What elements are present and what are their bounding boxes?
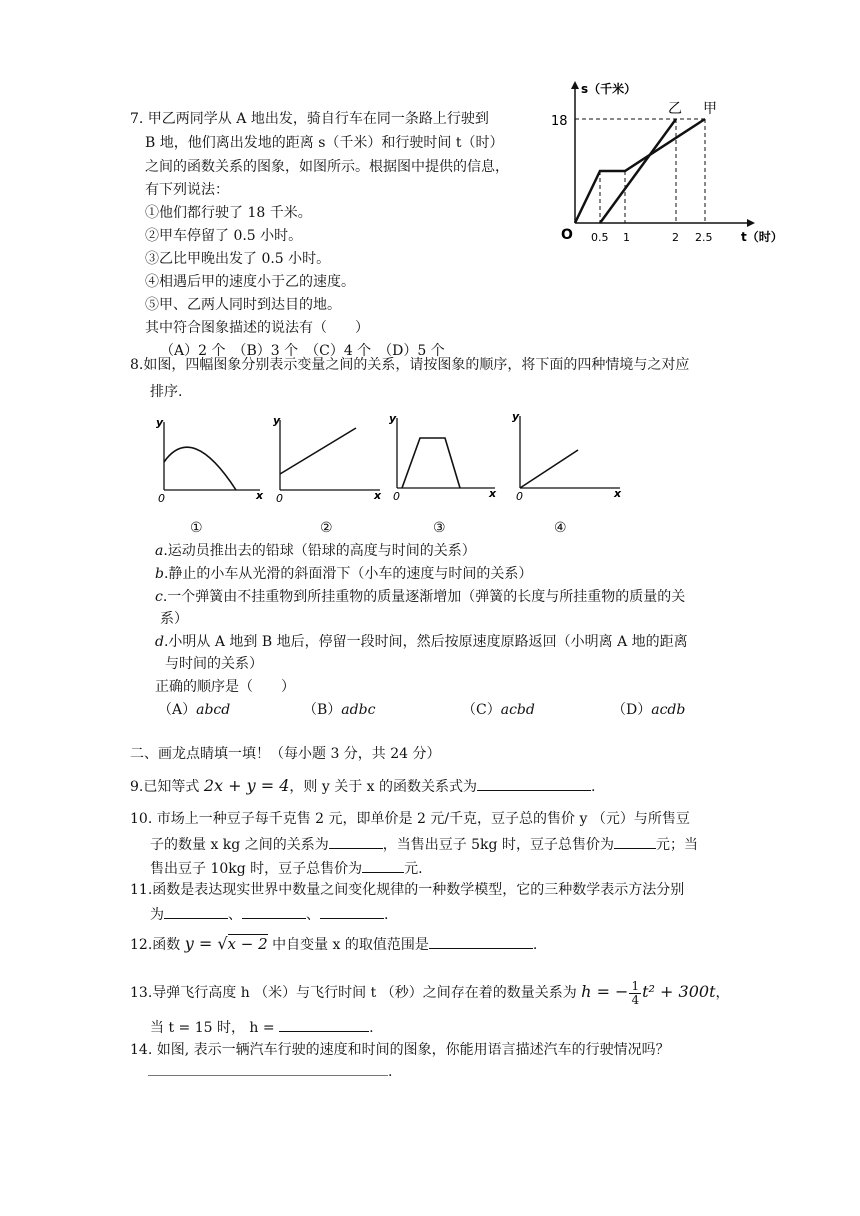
axis-y: y [156, 416, 164, 429]
q7-statement-1: ①他们都行驶了 18 千米。 [145, 205, 312, 221]
origin: 0 [393, 490, 400, 503]
q7-line-4: 有下列说法： [145, 182, 229, 198]
q14-answer-blank[interactable] [148, 1061, 388, 1076]
q7-line-2: B 地，他们离出发地的距离 s（千米）和行驶时间 t（时） [145, 135, 504, 151]
curve-parabola [164, 447, 236, 490]
q8-graph-2 [270, 412, 395, 507]
series-jia-label: 甲 [703, 101, 717, 117]
graph-number-3: ③ [433, 520, 446, 536]
x-tick-1: 1 [623, 231, 630, 244]
q8-option-a: （A）abcd [158, 702, 231, 718]
q13-line-1: 13.导弹飞行高度 h （米）与飞行时间 t （秒）之间存在着的数量关系为 h = − $\frac{1}{4}$ t² + 300t， [130, 978, 730, 1007]
origin: 0 [276, 492, 283, 505]
q8-graph-4 [508, 408, 633, 503]
graph-number-1: ① [190, 520, 203, 536]
x-tick-2: 2 [672, 231, 679, 244]
q8-line-2: 排序. [150, 384, 183, 400]
q10-blank-3[interactable] [362, 858, 404, 873]
q11-blank-3[interactable] [320, 904, 384, 919]
q11-blank-2[interactable] [242, 904, 306, 919]
y-axis-arrow [571, 81, 579, 89]
q13-answer-blank[interactable] [279, 1017, 369, 1032]
q12-answer-blank[interactable] [429, 934, 533, 949]
graph-number-4: ④ [554, 520, 567, 536]
axis-x: x [256, 489, 264, 502]
series-jia [575, 119, 705, 223]
q8-item-d-cont: 与时间的关系） [165, 656, 263, 672]
q8-item-c-cont: 系） [160, 611, 188, 627]
q8-item-c: c.一个弹簧由不挂重物到所挂重物的质量逐渐增加（弹簧的长度与所挂重物的质量的关 [155, 589, 686, 605]
q10-line-1: 10. 市场上一种豆子每千克售 2 元，即单价是 2 元/千克，豆子总的售价 y （元）与所售豆 [130, 811, 690, 827]
q7-line-3: 之间的函数关系的图象，如图所示。根据图中提供的信息， [145, 159, 509, 175]
q11-blank-1[interactable] [164, 904, 228, 919]
q7-options: （A）2 个 （B）3 个 （C）4 个 （D）5 个 [160, 343, 445, 359]
q7-statement-3: ③乙比甲晚出发了 0.5 小时。 [145, 251, 331, 267]
line-offset [280, 428, 356, 474]
q9-answer-blank[interactable] [477, 776, 591, 791]
q13-fraction: $\frac{1}{4}$ [631, 978, 640, 1007]
axis-y: y [512, 410, 520, 423]
q7-statement-2: ②甲车停留了 0.5 小时。 [145, 228, 303, 244]
line-through-origin [520, 450, 578, 488]
q11-line-1: 11.函数是表达现实世界中数量之间变化规律的一种数学模型，它的三种数学表示方法分别 [130, 882, 685, 898]
axis-x: x [374, 489, 382, 502]
q7-statement-5: ⑤甲、乙两人同时到达目的地。 [145, 297, 341, 313]
q8-option-c: （C）acbd [462, 702, 535, 718]
axis-y: y [273, 414, 281, 427]
section-2-heading: 二、画龙点睛填一填！（每小题 3 分，共 24 分） [130, 746, 441, 762]
q13-line-2: 当 t = 15 时， h = . [150, 1017, 374, 1038]
q14-line-1: 14. 如图, 表示一辆汽车行驶的速度和时间的图象，你能用语言描述汽车的行驶情况吗？ [130, 1042, 670, 1058]
trapezoid-path [402, 438, 460, 488]
axis-x: x [614, 487, 622, 500]
q7-distance-time-graph [551, 75, 815, 255]
origin: 0 [516, 490, 523, 503]
q10-line-2: 子的数量 x kg 之间的关系为 ，当售出豆子 5kg 时，豆子总售价为 元；当 [150, 834, 698, 855]
series-yi-label: 乙 [668, 101, 682, 117]
origin: 0 [158, 492, 165, 505]
q9: 9.已知等式 2x + y = 4，则 y 关于 x 的函数关系式为 . [130, 776, 596, 795]
q10-line-3: 售出豆子 10kg 时，豆子总售价为 元. [150, 858, 423, 879]
q8-question: 正确的顺序是（ ） [155, 679, 295, 695]
origin-label: O [561, 227, 573, 243]
graph-number-2: ② [320, 520, 333, 536]
q8-graph-1 [150, 412, 275, 507]
axis-x: x [489, 487, 497, 500]
q12: 12.函数 y = √x − 2 中自变量 x 的取值范围是 . [130, 934, 538, 953]
x-tick-2-5: 2.5 [695, 231, 713, 244]
x-axis-arrow [747, 219, 755, 227]
q12-radicand: x − 2 [227, 935, 268, 953]
q8-item-d: d.小明从 A 地到 B 地后，停留一段时间，然后按原速度原路返回（小明离 A 地的距离 [155, 634, 688, 650]
q10-blank-2[interactable] [614, 834, 656, 849]
x-tick-0-5: 0.5 [591, 231, 609, 244]
q8-item-b: b.静止的小车从光滑的斜面滑下（小车的速度与时间的关系） [155, 566, 533, 582]
q8-option-b: （B）adbc [303, 702, 376, 718]
q9-equation: 2x + y = 4 [203, 776, 290, 795]
y-tick-18: 18 [551, 114, 568, 129]
q7-question: 其中符合图象描述的说法有（ ） [145, 320, 369, 336]
x-axis-label: t（时） [741, 230, 783, 244]
y-axis-label: s（千米） [581, 82, 637, 96]
q7-line-1: 7. 甲乙两同学从 A 地出发，骑自行车在同一条路上行驶到 [130, 111, 489, 127]
q11-line-2: 为 、 、 . [150, 904, 388, 925]
q14-line-2: . [148, 1061, 392, 1082]
q10-blank-1[interactable] [329, 834, 383, 849]
q8-graph-3 [385, 408, 510, 503]
q7-statement-4: ④相遇后甲的速度小于乙的速度。 [145, 274, 355, 290]
q8-line-1: 8.如图，四幅图象分别表示变量之间的关系，请按图象的顺序，将下面的四种情境与之对应 [130, 357, 690, 373]
q8-item-a: a.运动员推出去的铅球（铅球的高度与时间的关系） [155, 543, 476, 559]
axis-y: y [389, 412, 397, 425]
q8-option-d: （D）acdb [612, 702, 686, 718]
